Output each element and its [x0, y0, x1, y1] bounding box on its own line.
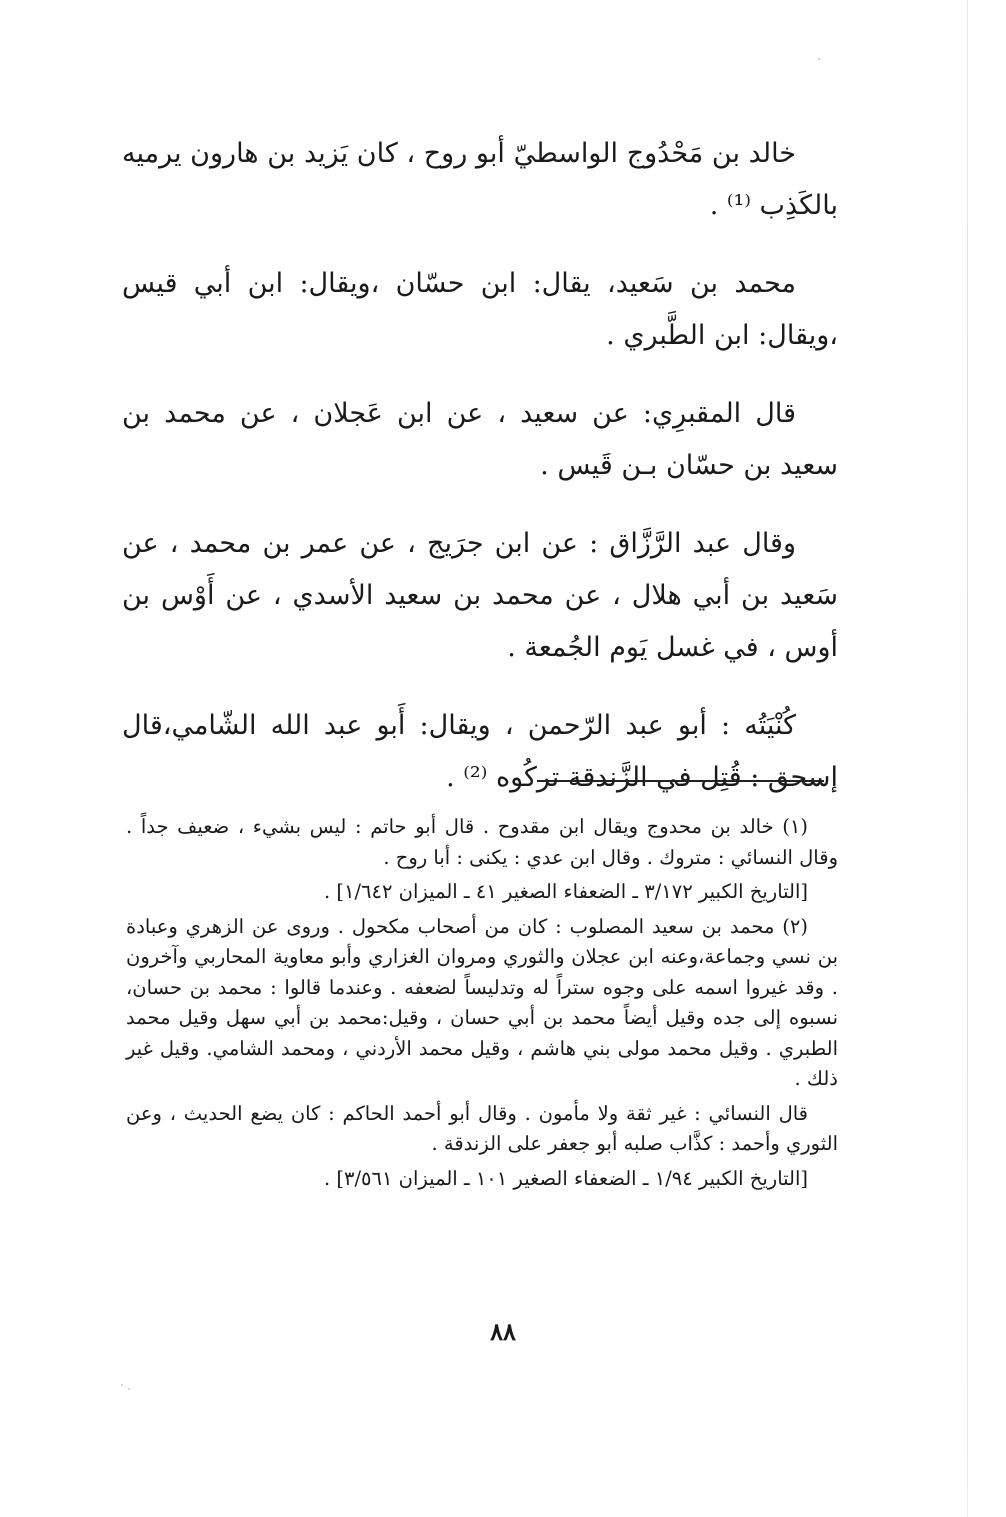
footnote-2-references: [التاريخ الكبير ١/٩٤ ـ الضعفاء الصغير ١٠١ ـ الميزان ٣/٥٦١] .	[324, 1166, 808, 1190]
scan-speck	[121, 1384, 123, 1386]
footnote-1-text: (١) خالد بن محدوج ويقال ابن مقدوح . قال أبو حاتم : ليس بشيء ، ضعيف جداً . وقال النسائي : متروك . وقال ابن عدي : يكنى : أبا روح .	[126, 815, 838, 869]
main-paragraph: خالد بن مَحْدُوج الواسطيّ أبو روح ، كان يَزيد بن هارون يرميه بالكَذِب ⁽¹⁾ .	[122, 138, 838, 221]
main-paragraph: كُنْيَتُه : أبو عبد الرّحمن ، ويقال: أَبو عبد الله الشّامي،قال إسحق : قُتِل في الزَّندقة تركُوه ⁽²⁾ .	[122, 710, 838, 793]
main-paragraph: محمد بن سَعيد، يقال: ابن حسّان ،ويقال: ابن أبي قيس ،ويقال: ابن الطَّبري .	[122, 268, 838, 351]
footnotes	[126, 812, 838, 1198]
footnote-1-references: [التاريخ الكبير ٣/١٧٢ ـ الضعفاء الصغير ٤١ ـ الميزان ١/٦٤٢] .	[324, 880, 808, 903]
main-paragraph: وقال عبد الرَّزَّاق : عن ابن جرَيج ، عن عمر بن محمد ، عن سَعيد بن أبي هلال ، عن محمد بن سعيد الأسدي ، عن أَوْس بن أوس ، في غسل يَوم الجُمعة .	[122, 528, 838, 663]
main-text	[122, 128, 838, 804]
scan-speck	[128, 1388, 130, 1390]
scan-speck	[818, 58, 820, 60]
footnote-2-text: قال النسائي : غير ثقة ولا مأمون . وقال أبو أحمد الحاكم : كان يضع الحديث ، وعن الثوري وأحمد : كذَّاب صلبه أبو جعفر على الزندقة .	[126, 1101, 838, 1155]
footnote-2-text: (٢) محمد بن سعيد المصلوب : كان من أصحاب مكحول . وروى عن الزهري وعبادة بن نسي وجماعة،وعنه ابن عجلان والثوري ومروان الغزاري وأبو معاوية المحاربي وآخرون . وقد غيروا اسمه على وجوه ستراً له وتدليساً لضعفه . وعندما قالوا : محمد بن حسان، نسبوه إلى جده وقيل أيضاً محمد بن أبي حسان ، وقيل:محمد بن أبي سهل وقيل محمد الطبري . وقيل محمد مولى بني هاشم ، وقيل محمد الأردني ، ومحمد الشامي. وقيل غير ذلك .	[126, 914, 838, 1090]
footnote-separator	[537, 780, 824, 782]
page-number: ٨٨	[490, 1317, 516, 1346]
main-paragraph: قال المقبرِي: عن سعيد ، عن ابن عَجلان ، عن محمد بن سعيد بن حسّان بـن قَيس .	[122, 398, 838, 481]
scan-edge-line	[967, 0, 968, 1517]
